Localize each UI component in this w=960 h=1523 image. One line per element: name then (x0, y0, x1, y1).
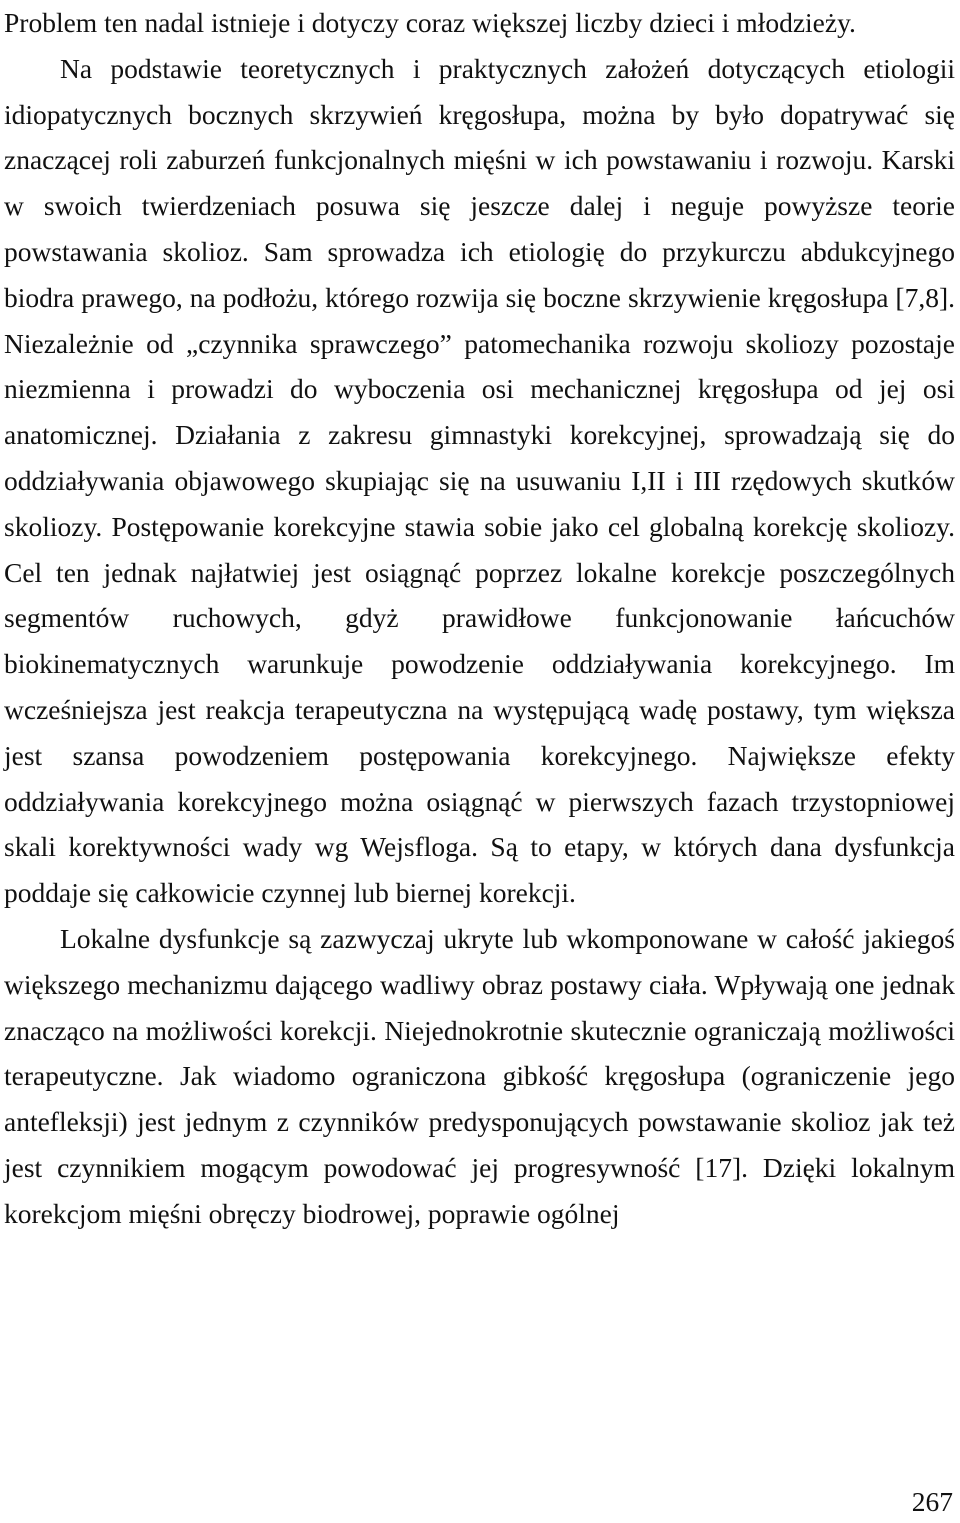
paragraph-etiology: Na podstawie teoretycznych i praktycznych założeń dotyczących etiologii idiopatycznych bocznych skrzywień kręgosłupa, można by było dopatrywać się znaczącej roli zaburzeń funkcjonalnych mięśni w ich powstawaniu i rozwoju. Karski w swoich twierdzeniach posuwa się jeszcze dalej i neguje powyższe teorie powstawania skolioz. Sam sprowadza ich etiologię do przykurczu abdukcyjnego biodra prawego, na podłożu, którego rozwija się boczne skrzywienie kręgosłupa [7,8]. Niezależnie od „czynnika sprawczego” patomechanika rozwoju skoliozy pozostaje niezmienna i prowadzi do wyboczenia osi mechanicznej kręgosłupa od jej osi anatomicznej. Działania z zakresu gimnastyki korekcyjnej, sprowadzają się do oddziaływania objawowego skupiając się na usuwaniu I,II i III rzędowych skutków skoliozy. Postępowanie korekcyjne stawia sobie jako cel globalną korekcję skoliozy. Cel ten jednak najłatwiej jest osiągnąć poprzez lokalne korekcje poszczególnych segmentów ruchowych, gdyż prawidłowe funkcjonowanie łańcuchów biokinematycznych warunkuje powodzenie oddziaływania korekcyjnego. Im wcześniejsza jest reakcja terapeutyczna na występującą wadę postawy, tym większa jest szansa powodzeniem postępowania korekcyjnego. Największe efekty oddziaływania korekcyjnego można osiągnąć w pierwszych fazach trzystopniowej skali korektywności wady wg Wejsfloga. Są to etapy, w których dana dysfunkcja poddaje się całkowicie czynnej lub biernej korekcji. (4, 52, 955, 909)
paragraph-continuation: Problem ten nadal istnieje i dotyczy coraz większej liczby dzieci i młodzieży. (4, 7, 856, 38)
document-page (4, 0, 955, 1237)
paragraph-local-dysfunctions: Lokalne dysfunkcje są zazwyczaj ukryte lub wkomponowane w całość jakiegoś większego mechanizmu dającego wadliwy obraz postawy ciała. Wpływają one jednak znacząco na możliwości korekcji. Niejednokrotnie skutecznie ograniczają możliwości terapeutyczne. Jak wiadomo ograniczona gibkość kręgosłupa (ograniczenie jego antefleksji) jest jednym z czynników predysponujących powstawanie skolioz jak też jest czynnikiem mogącym powodować jej progresywność [17]. Dzięki lokalnym korekcjom mięśni obręczy biodrowej, poprawie ogólnej (4, 922, 955, 1229)
page-number: 267 (911, 1486, 953, 1517)
